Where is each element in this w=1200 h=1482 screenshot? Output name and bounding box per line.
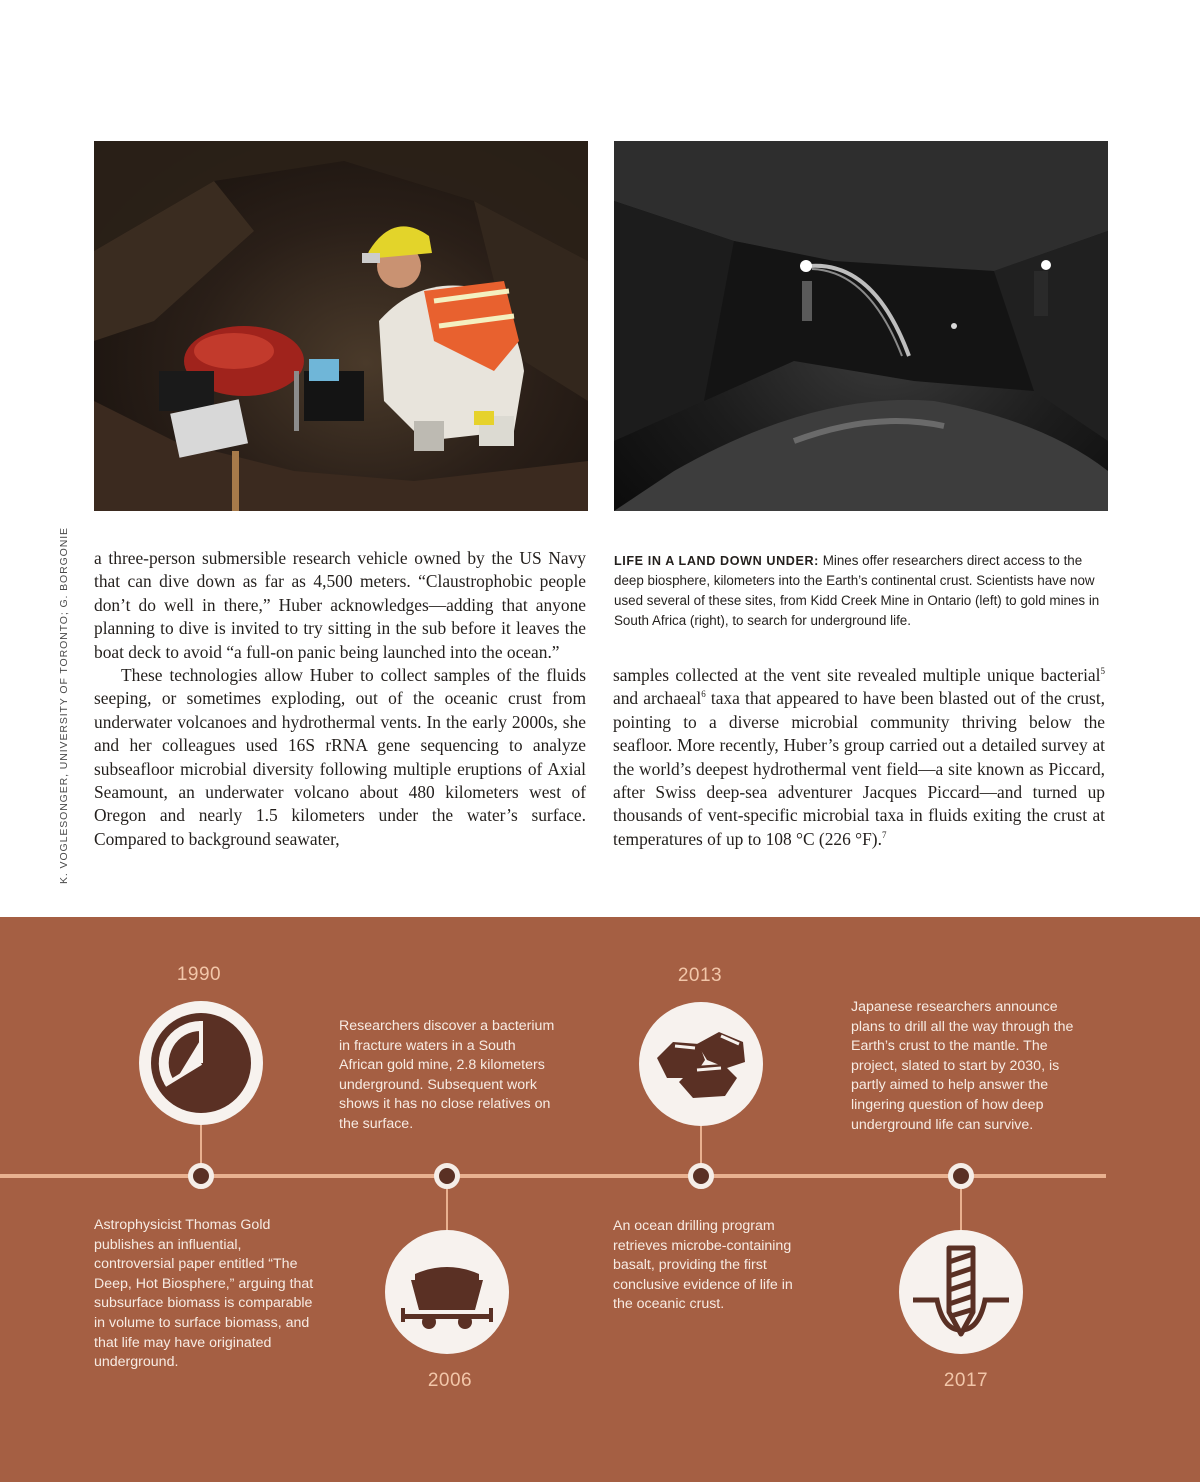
timeline-stem	[700, 1126, 702, 1166]
earth-layers-icon	[139, 1001, 263, 1125]
timeline-icon-circle	[899, 1230, 1023, 1354]
basalt-rocks-icon	[639, 1002, 763, 1126]
timeline-text-2013: An ocean drilling program retrieves microbe-containing basalt, providing the first conclusive evidence of life in the oceanic crust.	[613, 1218, 793, 1313]
timeline-icon-circle	[139, 1001, 263, 1125]
timeline-text-2017: Japanese researchers announce plans to drill all the way through the Earth’s crust to the mantle. The project, slated to start by 2030, is partly aimed to help answer the lingering question of how deep underground life can survive.	[851, 999, 1074, 1133]
timeline-year-2017: 2017	[943, 1370, 989, 1391]
timeline-year-1990: 1990	[176, 964, 222, 985]
timeline-line	[0, 1174, 1106, 1178]
timeline-node-1990	[188, 1163, 214, 1189]
article-paragraph	[613, 664, 1105, 851]
footnote-marker: 6	[701, 689, 706, 700]
timeline-icon-circle	[385, 1230, 509, 1354]
miner-scene-illustration	[94, 141, 588, 511]
article-paragraph: a three-person submersible research vehicle owned by the US Navy that can dive down as far as 4,500 meters. “Claustrophobic people don’t do well in there,” Huber acknowledges—adding that anyone planning to dive is invited to try sitting in the sub before it leaves the boat deck to avoid “a full-on panic being launched into the ocean.”	[94, 548, 586, 662]
footnote-marker: 5	[1100, 666, 1105, 677]
photo-caption	[614, 551, 1108, 631]
article-column-left	[94, 547, 586, 851]
timeline-year-2013: 2013	[677, 965, 723, 986]
caption-heading: LIFE IN A LAND DOWN UNDER:	[614, 554, 819, 568]
photo-credit: K. VOGLESONGER, UNIVERSITY OF TORONTO; G. BORGONIE	[58, 527, 70, 884]
timeline-stem	[200, 1125, 202, 1165]
timeline-icon-circle	[639, 1002, 763, 1126]
timeline-text-2006: Researchers discover a bacterium in fracture waters in a South African gold mine, 2.8 kilometers underground. Subsequent work shows it has no close relatives on the surface.	[339, 1018, 555, 1132]
drill-icon	[899, 1230, 1023, 1354]
timeline-text-1990: Astrophysicist Thomas Gold publishes an influential, controversial paper entitled “The Deep, Hot Biosphere,” arguing that subsurface biomass is comparable in volume to surface biomass, and that life may have originated underground.	[94, 1217, 314, 1371]
footnote-marker: 7	[881, 830, 887, 841]
article-text: and archaeal	[613, 688, 702, 709]
photo-kidd-creek-mine	[94, 141, 588, 511]
timeline-node-2013	[688, 1163, 714, 1189]
timeline-stem	[960, 1189, 962, 1231]
article-paragraph: These technologies allow Huber to collect samples of the fluids seeping, or sometimes exploding, out of the oceanic crust from underwater volcanoes and hydrothermal vents. In the early 2000s, she and her colleagues used 16S rRNA gene sequencing to analyze subseafloor microbial diversity following multiple eruptions of Axial Seamount, an underwater volcano about 480 kilometers west of Oregon and nearly 1.5 kilometers under the water’s surface. Compared to background seawater,	[94, 665, 586, 849]
timeline-node-2006	[434, 1163, 460, 1189]
timeline-stem	[446, 1189, 448, 1231]
article-text: taxa that appeared to have been blasted out of the crust, pointing to a diverse microbial community thriving below the seafloor. More recently, Huber’s group carried out a detailed survey at the world’s deepest hydrothermal vent field—a site known as Piccard, after Swiss deep-sea adventurer Jacques Piccard—and turned up thousands of vent-specific microbial taxa in fluids exiting the crust at temperatures of up to 108 °C (226 °F).	[613, 688, 1105, 849]
timeline-node-2017	[948, 1163, 974, 1189]
timeline-year-2006: 2006	[427, 1370, 473, 1391]
article-column-right	[613, 664, 1105, 851]
mine-cart-icon	[385, 1230, 509, 1354]
article-text: samples collected at the vent site revealed multiple unique bacterial	[613, 665, 1101, 685]
caption-body: Mines offer researchers direct access to the deep biosphere, kilometers into the Earth’s continental crust. Scientists have now used several of these sites, from Kidd Creek Mine in Ontario (left) to gold mines in South Africa (right), to search for underground life.	[614, 553, 1100, 628]
photo-south-african-gold-mine	[614, 141, 1108, 511]
tunnel-scene-illustration	[614, 141, 1108, 511]
